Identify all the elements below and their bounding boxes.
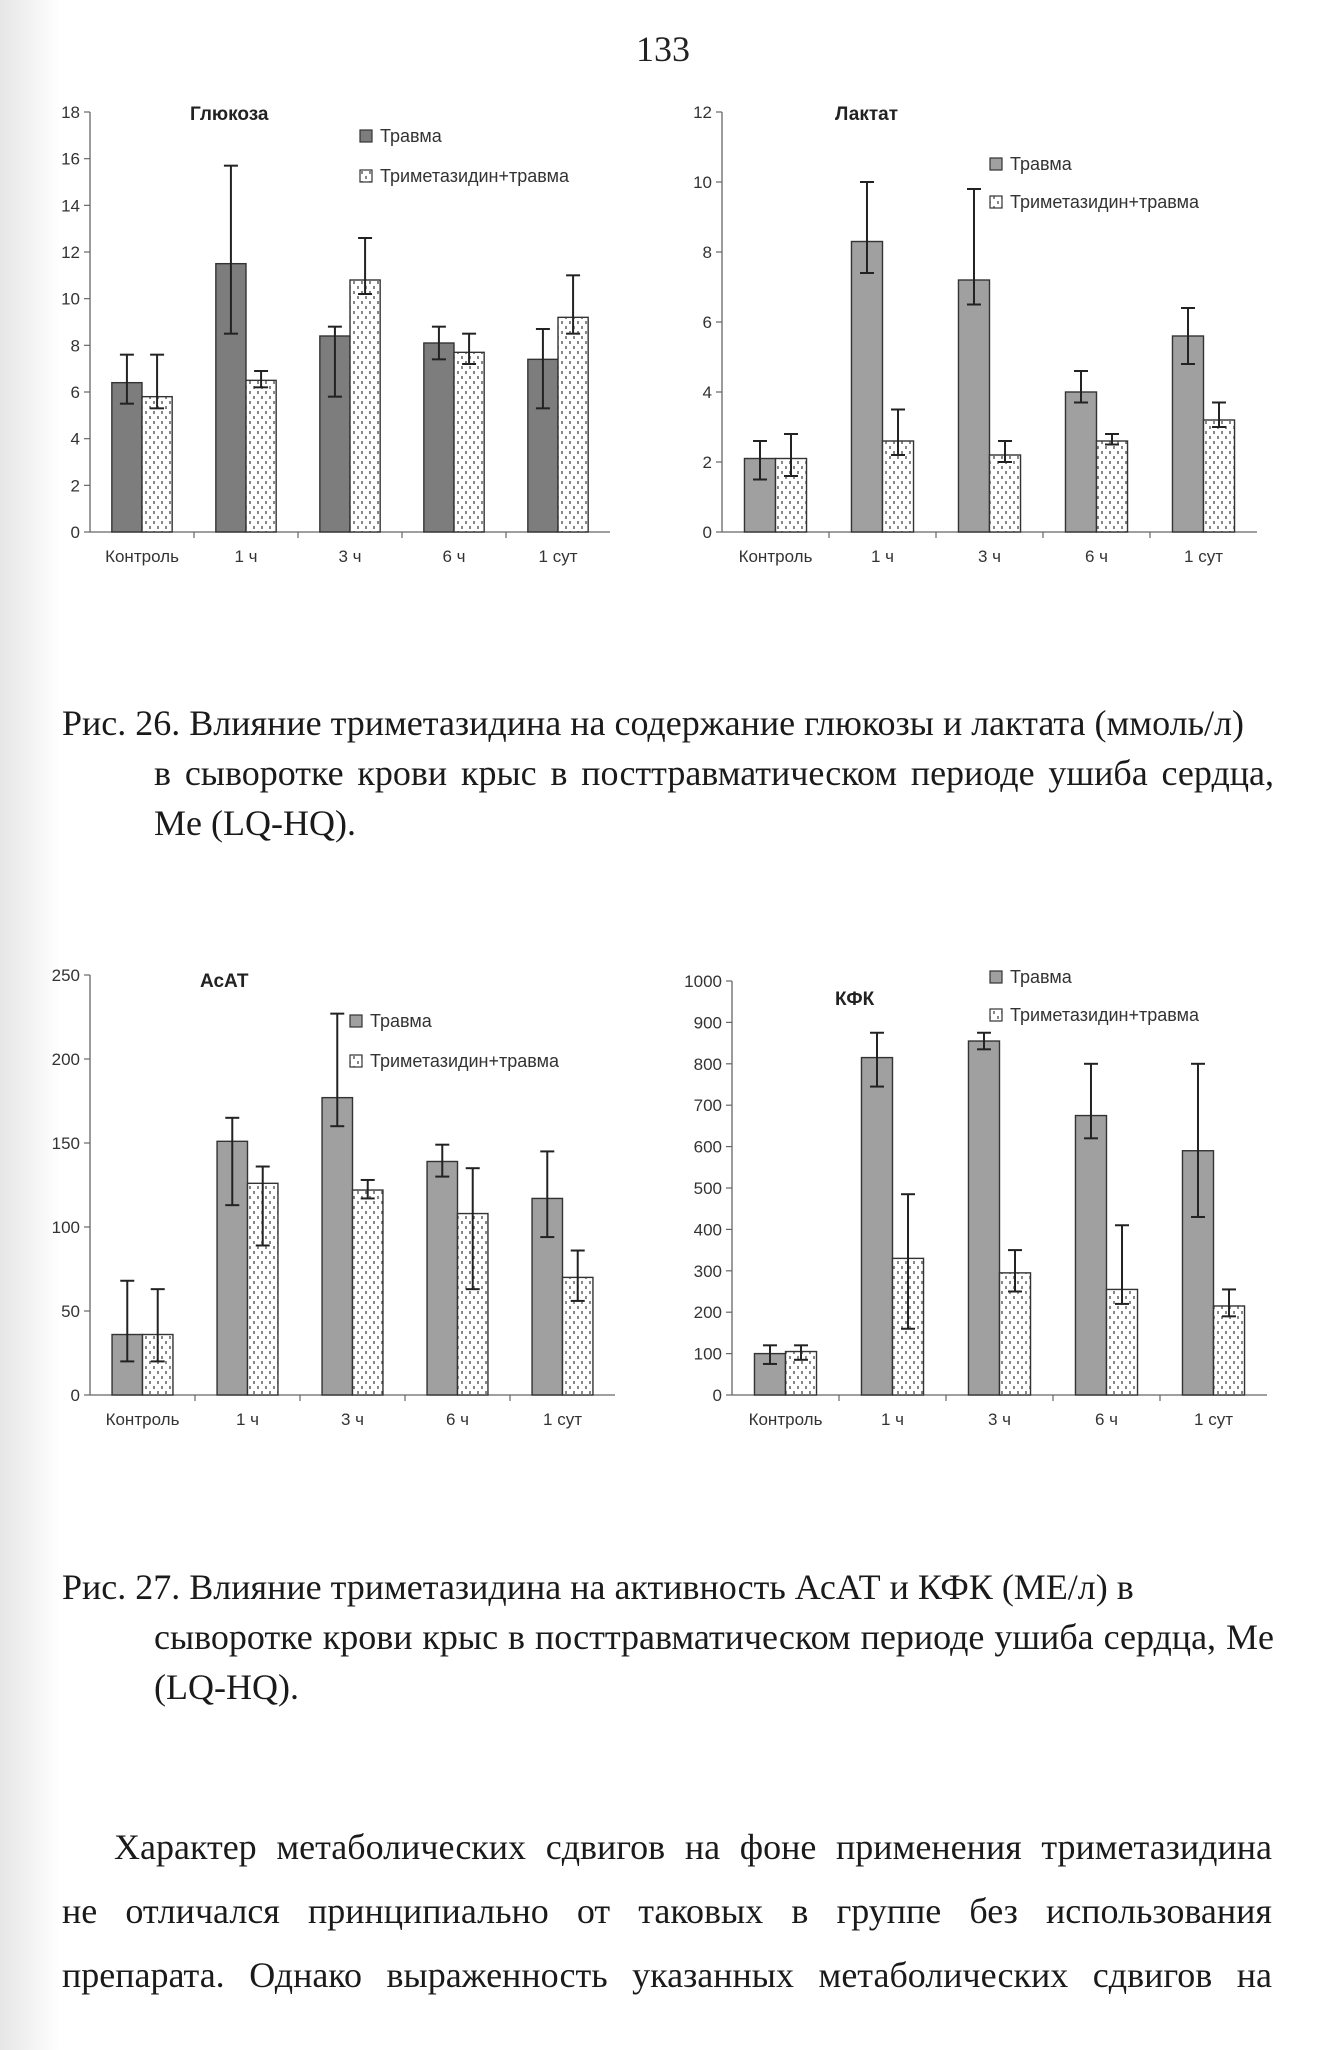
chart-title: Глюкоза <box>190 104 269 125</box>
figure-27-caption <box>62 1562 1274 1712</box>
body-line: препарата. Однако выраженность указанных метаболических сдвигов на <box>62 1955 1272 1995</box>
y-tick-label: 900 <box>693 1013 722 1033</box>
legend-label: Травма <box>370 1011 432 1031</box>
y-tick-label: 700 <box>693 1096 722 1116</box>
x-tick-label: 6 ч <box>1094 1410 1119 1429</box>
legend-swatch <box>990 158 1002 170</box>
y-tick-label: 800 <box>693 1054 722 1074</box>
y-tick-label: 14 <box>61 196 80 216</box>
bar <box>1172 336 1203 532</box>
y-tick-label: 10 <box>61 289 80 309</box>
glucose-chart <box>40 100 640 600</box>
bar <box>1204 420 1235 532</box>
bar <box>142 397 172 532</box>
figure-26-caption-text: Влияние триметазидина на содержание глюкозы и лактата (ммоль/л) <box>189 703 1244 743</box>
legend-swatch <box>990 971 1002 983</box>
bar <box>1097 441 1128 532</box>
y-tick-label: 0 <box>712 1386 722 1405</box>
bar <box>353 1190 383 1395</box>
x-tick-label: 1 ч <box>870 547 895 566</box>
x-tick-label: Контроль <box>105 1410 180 1429</box>
bar <box>424 343 454 532</box>
x-tick-label: 1 сут <box>1184 547 1223 566</box>
legend-label: Триметазидин+травма <box>1010 192 1200 212</box>
x-tick-label: 3 ч <box>338 547 362 566</box>
y-tick-label: 200 <box>693 1303 722 1323</box>
y-tick-label: 50 <box>61 1302 80 1321</box>
y-tick-label: 16 <box>61 149 80 169</box>
bar <box>1065 392 1096 532</box>
y-tick-label: 4 <box>70 429 80 449</box>
cpk-chart <box>660 955 1280 1465</box>
chart-title: КФК <box>835 989 875 1010</box>
x-tick-label: 1 ч <box>234 547 258 566</box>
y-tick-label: 2 <box>70 476 80 496</box>
x-tick-label: 6 ч <box>442 547 466 566</box>
x-tick-label: 1 сут <box>1194 1410 1233 1429</box>
body-line: Характер метаболических сдвигов на фоне применения триметазидина <box>114 1827 1272 1867</box>
y-tick-label: 8 <box>70 336 80 356</box>
y-tick-label: 1000 <box>684 972 722 991</box>
bar <box>350 280 380 532</box>
figure-27-caption-rest: сыворотке крови крыс в посттравматическом периоде ушиба сердца, Me (LQ-HQ). <box>154 1617 1274 1707</box>
bar <box>958 280 989 532</box>
y-tick-label: 4 <box>702 383 712 402</box>
x-tick-label: 6 ч <box>1084 547 1109 566</box>
figure-26-label: Рис. 26. <box>62 703 181 743</box>
x-tick-label: Контроль <box>105 547 179 566</box>
x-tick-label: 3 ч <box>987 1410 1012 1429</box>
legend-label: Триметазидин+травма <box>1010 1005 1200 1025</box>
legend-label: Триметазидин+травма <box>370 1051 560 1071</box>
y-tick-label: 100 <box>693 1344 722 1364</box>
x-tick-label: 3 ч <box>340 1410 365 1429</box>
y-tick-label: 600 <box>693 1137 722 1157</box>
x-tick-label: 1 ч <box>880 1410 905 1429</box>
figure-27-caption-text: Влияние триметазидина на активность АсАТ и КФК (МЕ/л) в <box>189 1567 1134 1607</box>
y-tick-label: 0 <box>70 523 80 542</box>
y-tick-label: 400 <box>693 1220 722 1240</box>
y-tick-label: 200 <box>51 1050 80 1069</box>
y-tick-label: 12 <box>693 103 712 122</box>
legend-swatch <box>350 1015 362 1027</box>
x-tick-label: 1 сут <box>543 1410 582 1429</box>
bar <box>1107 1289 1138 1395</box>
y-tick-label: 500 <box>693 1179 722 1198</box>
body-paragraph <box>62 1815 1272 2007</box>
y-tick-label: 2 <box>702 453 712 472</box>
x-tick-label: 1 ч <box>235 1410 260 1429</box>
x-tick-label: Контроль <box>748 1410 823 1429</box>
legend-swatch <box>360 130 372 142</box>
lactate-chart <box>660 100 1280 600</box>
y-tick-label: 250 <box>51 966 80 985</box>
y-tick-label: 150 <box>51 1134 80 1153</box>
bar <box>454 352 484 532</box>
bar <box>427 1161 457 1395</box>
chart-title: АсАТ <box>200 971 249 992</box>
x-tick-label: Контроль <box>738 547 813 566</box>
figure-26-caption-line1 <box>62 698 1274 748</box>
figure-26-caption-rest: в сыворотке крови крыс в посттравматическом периоде ушиба сердца, Me (LQ-HQ). <box>154 753 1274 843</box>
y-tick-label: 300 <box>693 1261 722 1281</box>
bar <box>861 1058 892 1395</box>
figure-26-caption <box>62 698 1274 848</box>
y-tick-label: 0 <box>70 1386 80 1405</box>
y-tick-label: 6 <box>70 383 80 402</box>
legend-label: Травма <box>1010 154 1072 174</box>
y-tick-label: 10 <box>693 173 712 192</box>
bar <box>246 380 276 532</box>
figure-27-caption-line1 <box>62 1562 1274 1612</box>
bar <box>112 383 142 532</box>
legend-swatch <box>990 1009 1002 1021</box>
bar <box>851 242 882 533</box>
x-tick-label: 1 сут <box>538 547 578 566</box>
legend-swatch <box>360 170 372 182</box>
body-line: не отличался принципиально от таковых в группе без использования <box>62 1891 1272 1931</box>
page-number: 133 <box>636 29 690 69</box>
y-tick-label: 8 <box>702 243 712 262</box>
figure-27-label: Рис. 27. <box>62 1567 181 1607</box>
x-tick-label: 6 ч <box>445 1410 470 1429</box>
bar <box>968 1041 999 1395</box>
legend-swatch <box>990 196 1002 208</box>
chart-title: Лактат <box>835 104 899 125</box>
asat-chart <box>40 955 640 1465</box>
y-tick-label: 6 <box>702 313 712 332</box>
bar <box>322 1098 352 1395</box>
bar <box>990 455 1021 532</box>
bar <box>558 317 588 532</box>
legend-label: Травма <box>1010 967 1072 987</box>
y-tick-label: 0 <box>702 523 712 542</box>
legend-label: Травма <box>380 126 442 146</box>
bar <box>1075 1116 1106 1395</box>
y-tick-label: 18 <box>61 103 80 122</box>
y-tick-label: 100 <box>51 1218 80 1237</box>
legend-label: Триметазидин+травма <box>380 166 570 186</box>
legend-swatch <box>350 1055 362 1067</box>
bar <box>1214 1306 1245 1395</box>
y-tick-label: 12 <box>61 243 80 262</box>
x-tick-label: 3 ч <box>977 547 1002 566</box>
